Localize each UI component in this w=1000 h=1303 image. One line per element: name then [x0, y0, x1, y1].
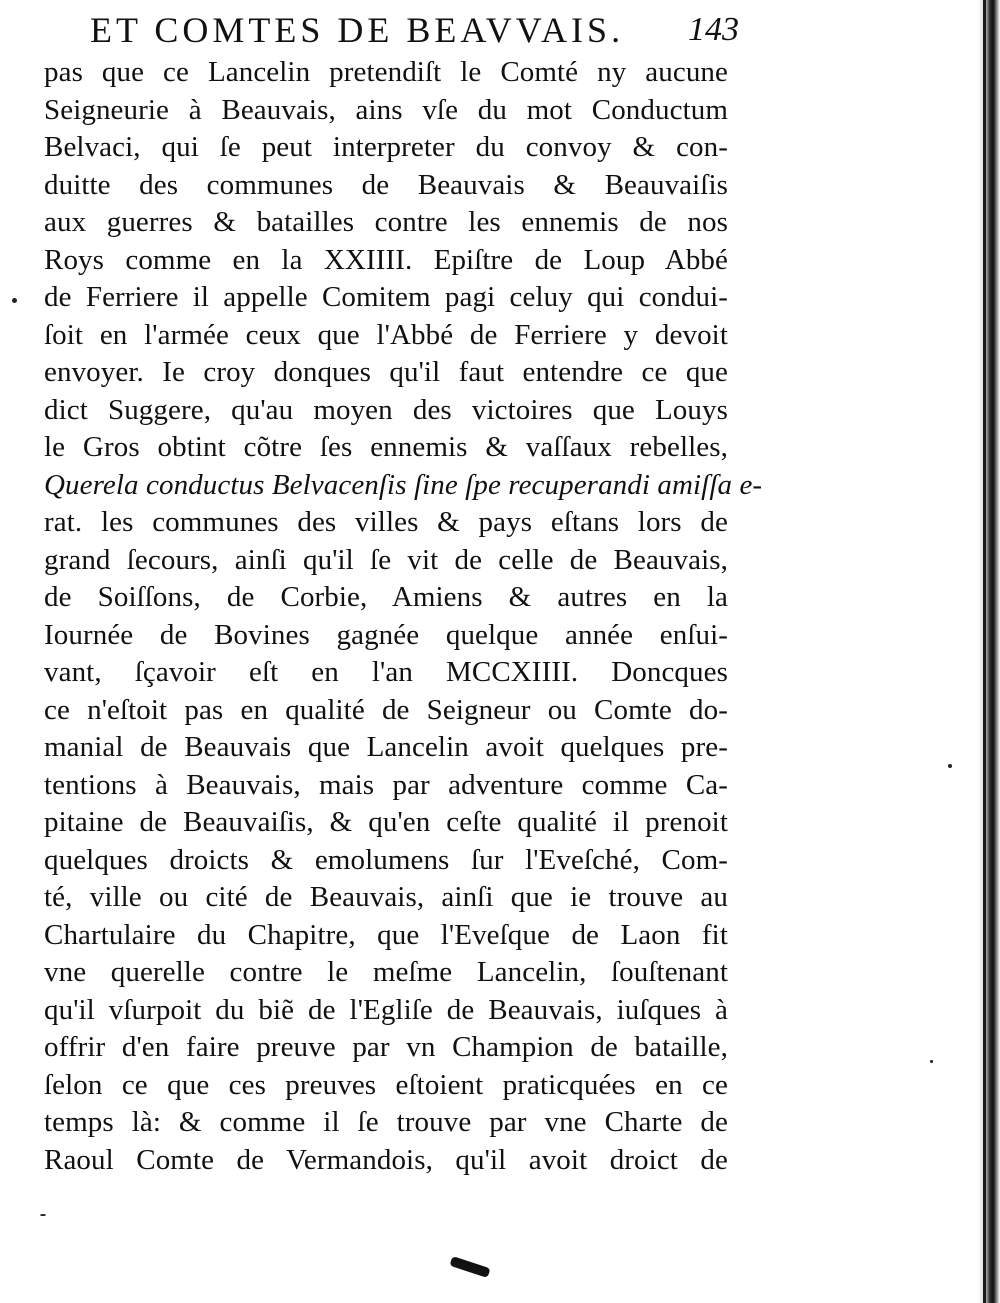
text-line: tentions à Beauvais, mais par adventure comme Ca- — [44, 768, 728, 801]
text-line: ce n'eſtoit pas en qualité de Seigneur ou Comte do- — [44, 693, 728, 726]
text-line: Belvaci, qui ſe peut interpreter du convoy & con- — [44, 131, 728, 163]
scan-speck — [40, 1214, 46, 1216]
text-line: Iournée de Bovines gagnée quelque année enſui- — [44, 618, 728, 651]
text-line: Seigneurie à Beauvais, ains vſe du mot Conductum — [44, 93, 728, 126]
text-line: envoyer. Ie croy donques qu'il faut entendre ce que — [44, 356, 728, 388]
scan-speck — [12, 298, 17, 303]
text-line: le Gros obtint cõtre ſes ennemis & vaſſaux rebelles, — [44, 431, 728, 463]
text-line: offrir d'en faire preuve par vn Champion de bataille, — [44, 1031, 728, 1063]
text-line: aux guerres & batailles contre les ennemis de nos — [44, 206, 728, 238]
running-head — [90, 6, 739, 54]
text-line: Chartulaire du Chapitre, que l'Eveſque de Laon fit — [44, 918, 728, 951]
text-line: Roys comme en la XXIIII. Epiſtre de Loup Abbé — [44, 243, 728, 276]
text-line: Querela conductus Belvacenſis ſine ſpe recuperandi amiſſa e- — [44, 468, 763, 501]
text-line: quelques droicts & emolumens ſur l'Eveſché, Com- — [44, 843, 728, 876]
text-line: vne querelle contre le meſme Lancelin, ſouſtenant — [44, 956, 728, 988]
binding-edge — [978, 0, 1000, 1303]
text-line: de Soiſſons, de Corbie, Amiens & autres en la — [44, 581, 728, 613]
scan-speck — [948, 764, 952, 768]
text-line: grand ſecours, ainſi qu'il ſe vit de celle de Beauvais, — [44, 543, 728, 576]
text-line: temps là: & comme il ſe trouve par vne Charte de — [44, 1106, 728, 1138]
running-title: ET COMTES DE BEAVVAIS. — [90, 10, 625, 50]
text-line: rat. les communes des villes & pays eſtans lors de — [44, 506, 728, 538]
text-line: manial de Beauvais que Lancelin avoit quelques pre- — [44, 731, 728, 763]
text-line: qu'il vſurpoit du biẽ de l'Egliſe de Beauvais, iuſques à — [44, 993, 728, 1026]
text-line: ſoit en l'armée ceux que l'Abbé de Ferriere y devoit — [44, 318, 728, 351]
text-line: té, ville ou cité de Beauvais, ainſi que ie trouve au — [44, 881, 728, 913]
text-line: Raoul Comte de Vermandois, qu'il avoit droict de — [44, 1143, 728, 1176]
text-line: duitte des communes de Beauvais & Beauvaiſis — [44, 168, 728, 201]
text-line: vant, ſçavoir eſt en l'an MCCXIIII. Doncques — [44, 656, 728, 688]
scan-blot — [449, 1256, 490, 1278]
text-line: ſelon ce que ces preuves eſtoient praticquées en ce — [44, 1068, 728, 1101]
text-line: pitaine de Beauvaiſis, & qu'en ceſte qualité il prenoit — [44, 806, 728, 838]
text-line: dict Suggere, qu'au moyen des victoires que Louys — [44, 393, 728, 426]
text-line: de Ferriere il appelle Comitem pagi celuy qui condui- — [44, 281, 728, 313]
text-line: pas que ce Lancelin pretendiſt le Comté ny aucune — [44, 56, 728, 88]
body-text — [44, 54, 763, 1179]
binding-shadow-line — [983, 0, 986, 1303]
page-number: 143 — [688, 11, 739, 48]
scan-speck — [930, 1060, 933, 1063]
